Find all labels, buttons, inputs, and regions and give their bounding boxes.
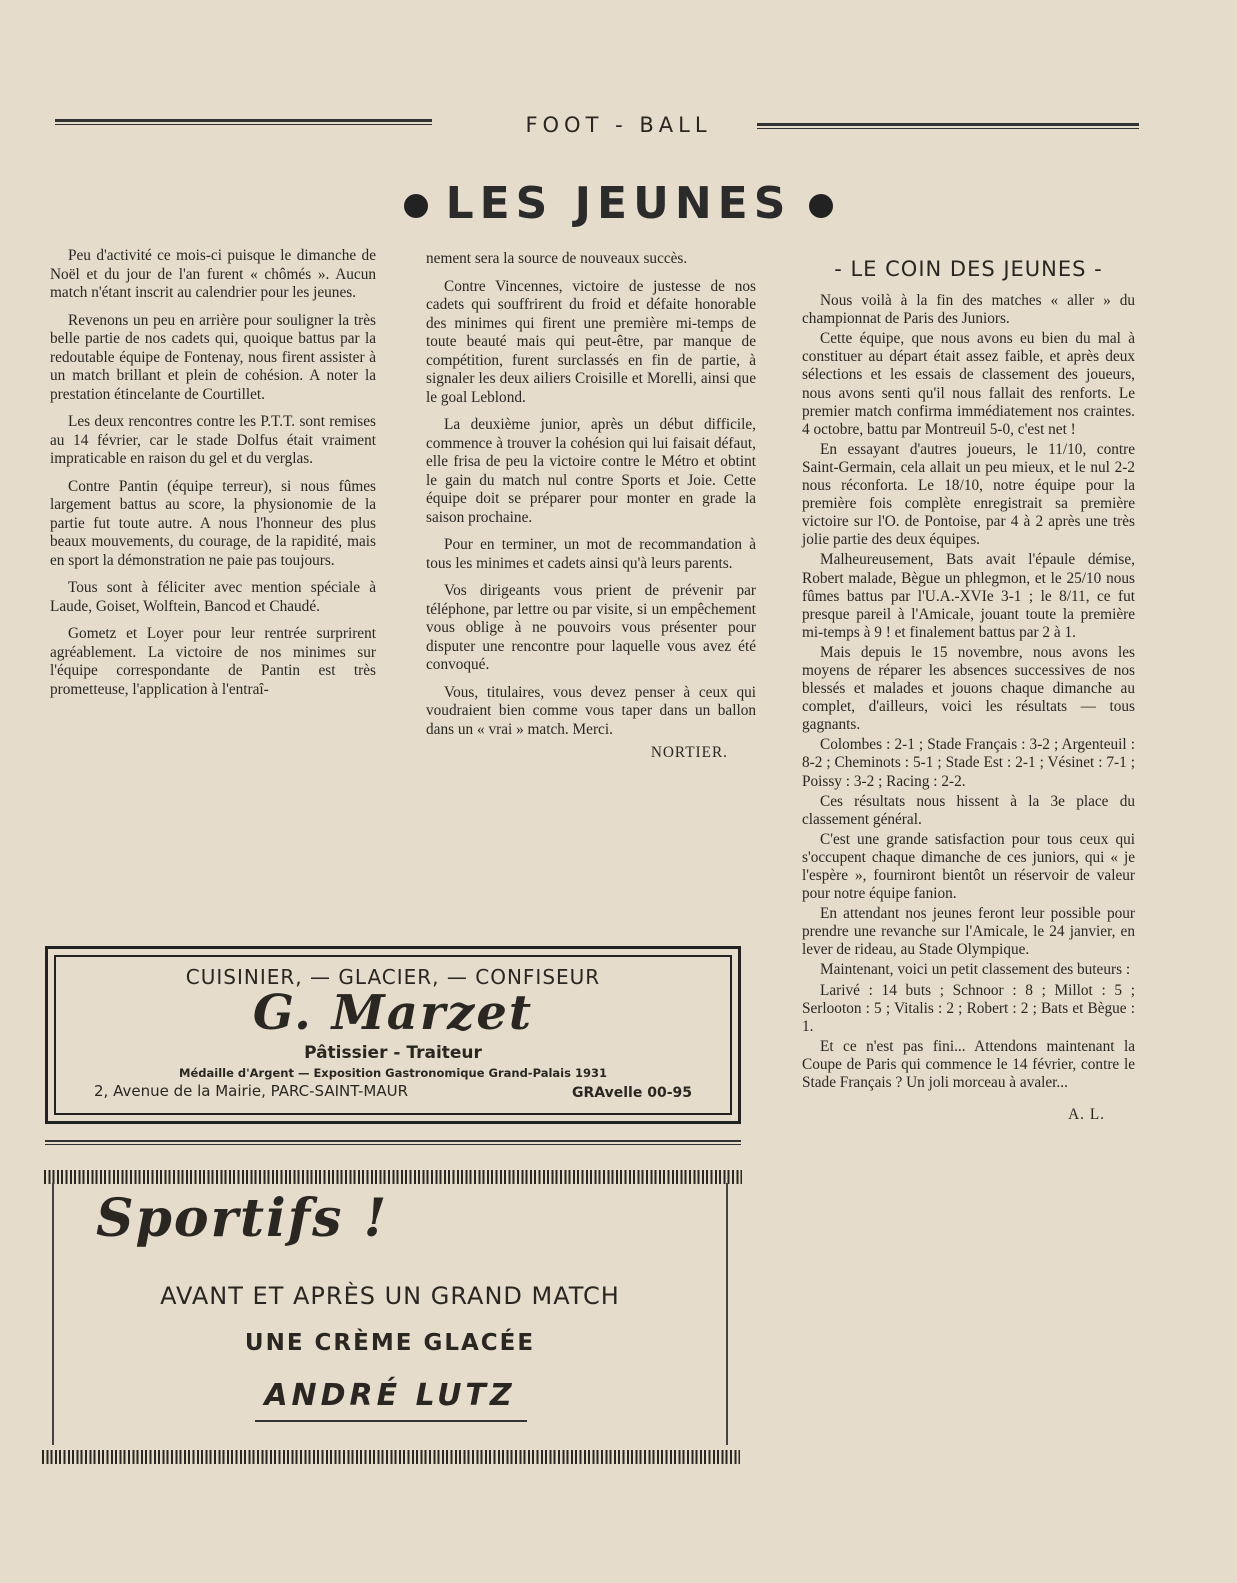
article-column-2 [426, 250, 756, 763]
header-rule-right [757, 123, 1139, 129]
paragraph: Ces résultats nous hissent à la 3e place du classement général. [802, 792, 1135, 828]
paragraph: Contre Vincennes, victoire de justesse de nos cadets qui souffrirent du froid et défaite honorable des minimes qui firent une première mi-temps de toute beauté mais qui peut-être, par manque de compétition, furent surclassés en fin de partie, à signaler les deux ailiers Croisille et Morelli, ainsi que le goal Leblond. [426, 277, 756, 406]
page-title-text: LES JEUNES [445, 178, 792, 229]
paragraph: Colombes : 2-1 ; Stade Français : 3-2 ; Argenteuil : 8-2 ; Cheminots : 5-1 ; Stade Est : 2-1 ; Vésinet : 7-1 ; Poissy : 3-2 ; Racing : 2-2. [802, 736, 1135, 790]
ad-phone: GRAvelle 00-95 [572, 1085, 692, 1101]
article-column-3 [802, 257, 1135, 1124]
ad-trades: CUISINIER, — GLACIER, — CONFISEUR [185, 965, 601, 989]
paragraph: Pour en terminer, un mot de recommandation à tous les minimes et cadets ainsi qu'à leurs parents. [426, 536, 756, 572]
ad-shop-name: G. Marzet [252, 985, 534, 1041]
ad-brand: ANDRÉ LUTZ [264, 1378, 516, 1413]
paragraph: En attendant nos jeunes feront leur possible pour prendre une revanche sur l'Amicale, le 24 janvier, en lever de rideau, au Stade Olympique. [802, 905, 1135, 959]
paragraph: Contre Pantin (équipe terreur), si nous fûmes largement battus au score, la physionomie de la partie fut toute autre. A nous l'honneur des plus beaux mouvements, du courage, de la rapidité, mais en sport la démonstration ne paie pas toujours. [50, 477, 376, 569]
paragraph: Et ce n'est pas fini... Attendons maintenant la Coupe de Paris qui commence le 14 février, contre le Stade Français ? Un joli morceau à avaler... [802, 1037, 1135, 1092]
bullet-icon [404, 194, 428, 218]
paragraph: En essayant d'autres joueurs, le 11/10, contre Saint-Germain, cela allait un peu mieux, et le nul 2-2 nous réconforta. Le 18/10, notre équipe pour la première fois complète enregistrait sa première victoire sur l'O. de Pontoise, par 4 à 2 après une très jolie partie des deux équipes. [802, 440, 1135, 549]
author-signature: NORTIER. [650, 744, 728, 761]
paragraph: C'est une grande satisfaction pour tous ceux qui s'occupent chaque dimanche de ces juniors, qui « je l'espère », fourniront bientôt un réservoir de valeur pour notre équipe fanion. [802, 830, 1135, 903]
paragraph: Vos dirigeants vous prient de prévenir par téléphone, par lettre ou par visite, si un empêchement vous oblige à ne pouvoirs vous présenter pour disputer une rencontre pour laquelle vous avez été convoqué. [426, 582, 756, 673]
paragraph: Malheureusement, Bats avait l'épaule démise, Robert malade, Bègue un phlegmon, et le 25/10 nous fûmes battus par l'U.A.-XVIe 3-1 ; le 8/11, ce fut presque pareil à l'Amicale, jouant toute la première mi-temps à 9 ! et finalement battus par 2 à 1. [802, 551, 1135, 641]
ad-separator-rule [45, 1140, 741, 1145]
paragraph: Cette équipe, que nous avons eu bien du mal à constituer au départ était assez faible, et après deux sélections et les essais de classement des joueurs, nous avons senti qu'il nous fallait des renforts. Le premier match confirma immédiatement nos craintes. 4 octobre, battu par Montreuil 5-0, c'est net ! [802, 330, 1135, 438]
bullet-icon [809, 194, 833, 218]
paragraph: Nous voilà à la fin des matches « aller » du championnat de Paris des Juniors. [802, 292, 1135, 328]
page-title [0, 178, 1237, 229]
paragraph: nement sera la source de nouveaux succès. [426, 250, 688, 267]
section-title: FOOT - BALL [525, 113, 712, 137]
column-title: - LE COIN DES JEUNES - [834, 257, 1103, 281]
paragraph: Peu d'activité ce mois-ci puisque le dimanche de Noël et du jour de l'an furent « chômés ». Aucun match n'étant inscrit au calendrier pour les jeunes. [50, 247, 376, 301]
paragraph: La deuxième junior, après un début difficile, commence à trouver la cohésion qui lui faisait défaut, elle frisa de peu la victoire contre le Métro et obtint le gain du match nul contre Sports et Joie. Cette équipe doit se préparer pour monter en grade la saison prochaine. [426, 416, 756, 526]
advertisement-marzet [45, 946, 741, 1124]
paragraph: Revenons un peu en arrière pour souligner la très belle partie de nos cadets qui, quoique battus par la redoutable équipe de Fontenay, nous firent assister à un match brillant et plein de cohésion. A noter la prestation étincelante de Courtillet. [50, 311, 376, 403]
paragraph: Vous, titulaires, vous devez penser à ceux qui voudraient bien comme vous taper dans un ballon dans un « vrai » match. Merci. [426, 683, 756, 738]
author-signature: A. L. [1068, 1106, 1105, 1124]
ad-brand-underline [255, 1420, 527, 1422]
ad-line-1: AVANT ET APRÈS UN GRAND MATCH [160, 1282, 620, 1310]
article-column-1 [50, 247, 376, 708]
ad-subtitle: Pâtissier - Traiteur [304, 1043, 482, 1063]
paragraph: Les deux rencontres contre les P.T.T. sont remises au 14 février, car le stade Dolfus était vraiment impraticable en raison du gel et du verglas. [50, 413, 376, 467]
paragraph: Tous sont à féliciter avec mention spéciale à Laude, Goiset, Wolftein, Bancod et Chaudé. [50, 579, 376, 615]
paragraph: Larivé : 14 buts ; Schnoor : 8 ; Millot : 5 ; Serlooton : 5 ; Vitalis : 2 ; Robert : 2 ; Bats et Bègue : 1. [802, 981, 1135, 1035]
paragraph: Mais depuis le 15 novembre, nous avons les moyens de réparer les absences successives de nos blessés et malades et jouons chaque dimanche au complet, d'ailleurs, voici les résultats — tous gagnants. [802, 643, 1135, 734]
ad-address: 2, Avenue de la Mairie, PARC-SAINT-MAUR [94, 1082, 409, 1100]
ad-headline: Sportifs ! [96, 1188, 389, 1249]
ad-top-border [44, 1170, 742, 1184]
ad-medal: Médaille d'Argent — Exposition Gastronomique Grand-Palais 1931 [179, 1066, 607, 1080]
paragraph: Gometz et Loyer pour leur rentrée surprirent agréablement. La victoire de nos minimes sur l'équipe correspondante de Pantin est très prometteuse, l'application à l'entraî- [50, 625, 376, 698]
ad-bottom-border [42, 1450, 740, 1464]
ad-line-2: UNE CRÈME GLACÉE [244, 1330, 536, 1356]
paragraph: Maintenant, voici un petit classement des buteurs : [820, 961, 1131, 979]
